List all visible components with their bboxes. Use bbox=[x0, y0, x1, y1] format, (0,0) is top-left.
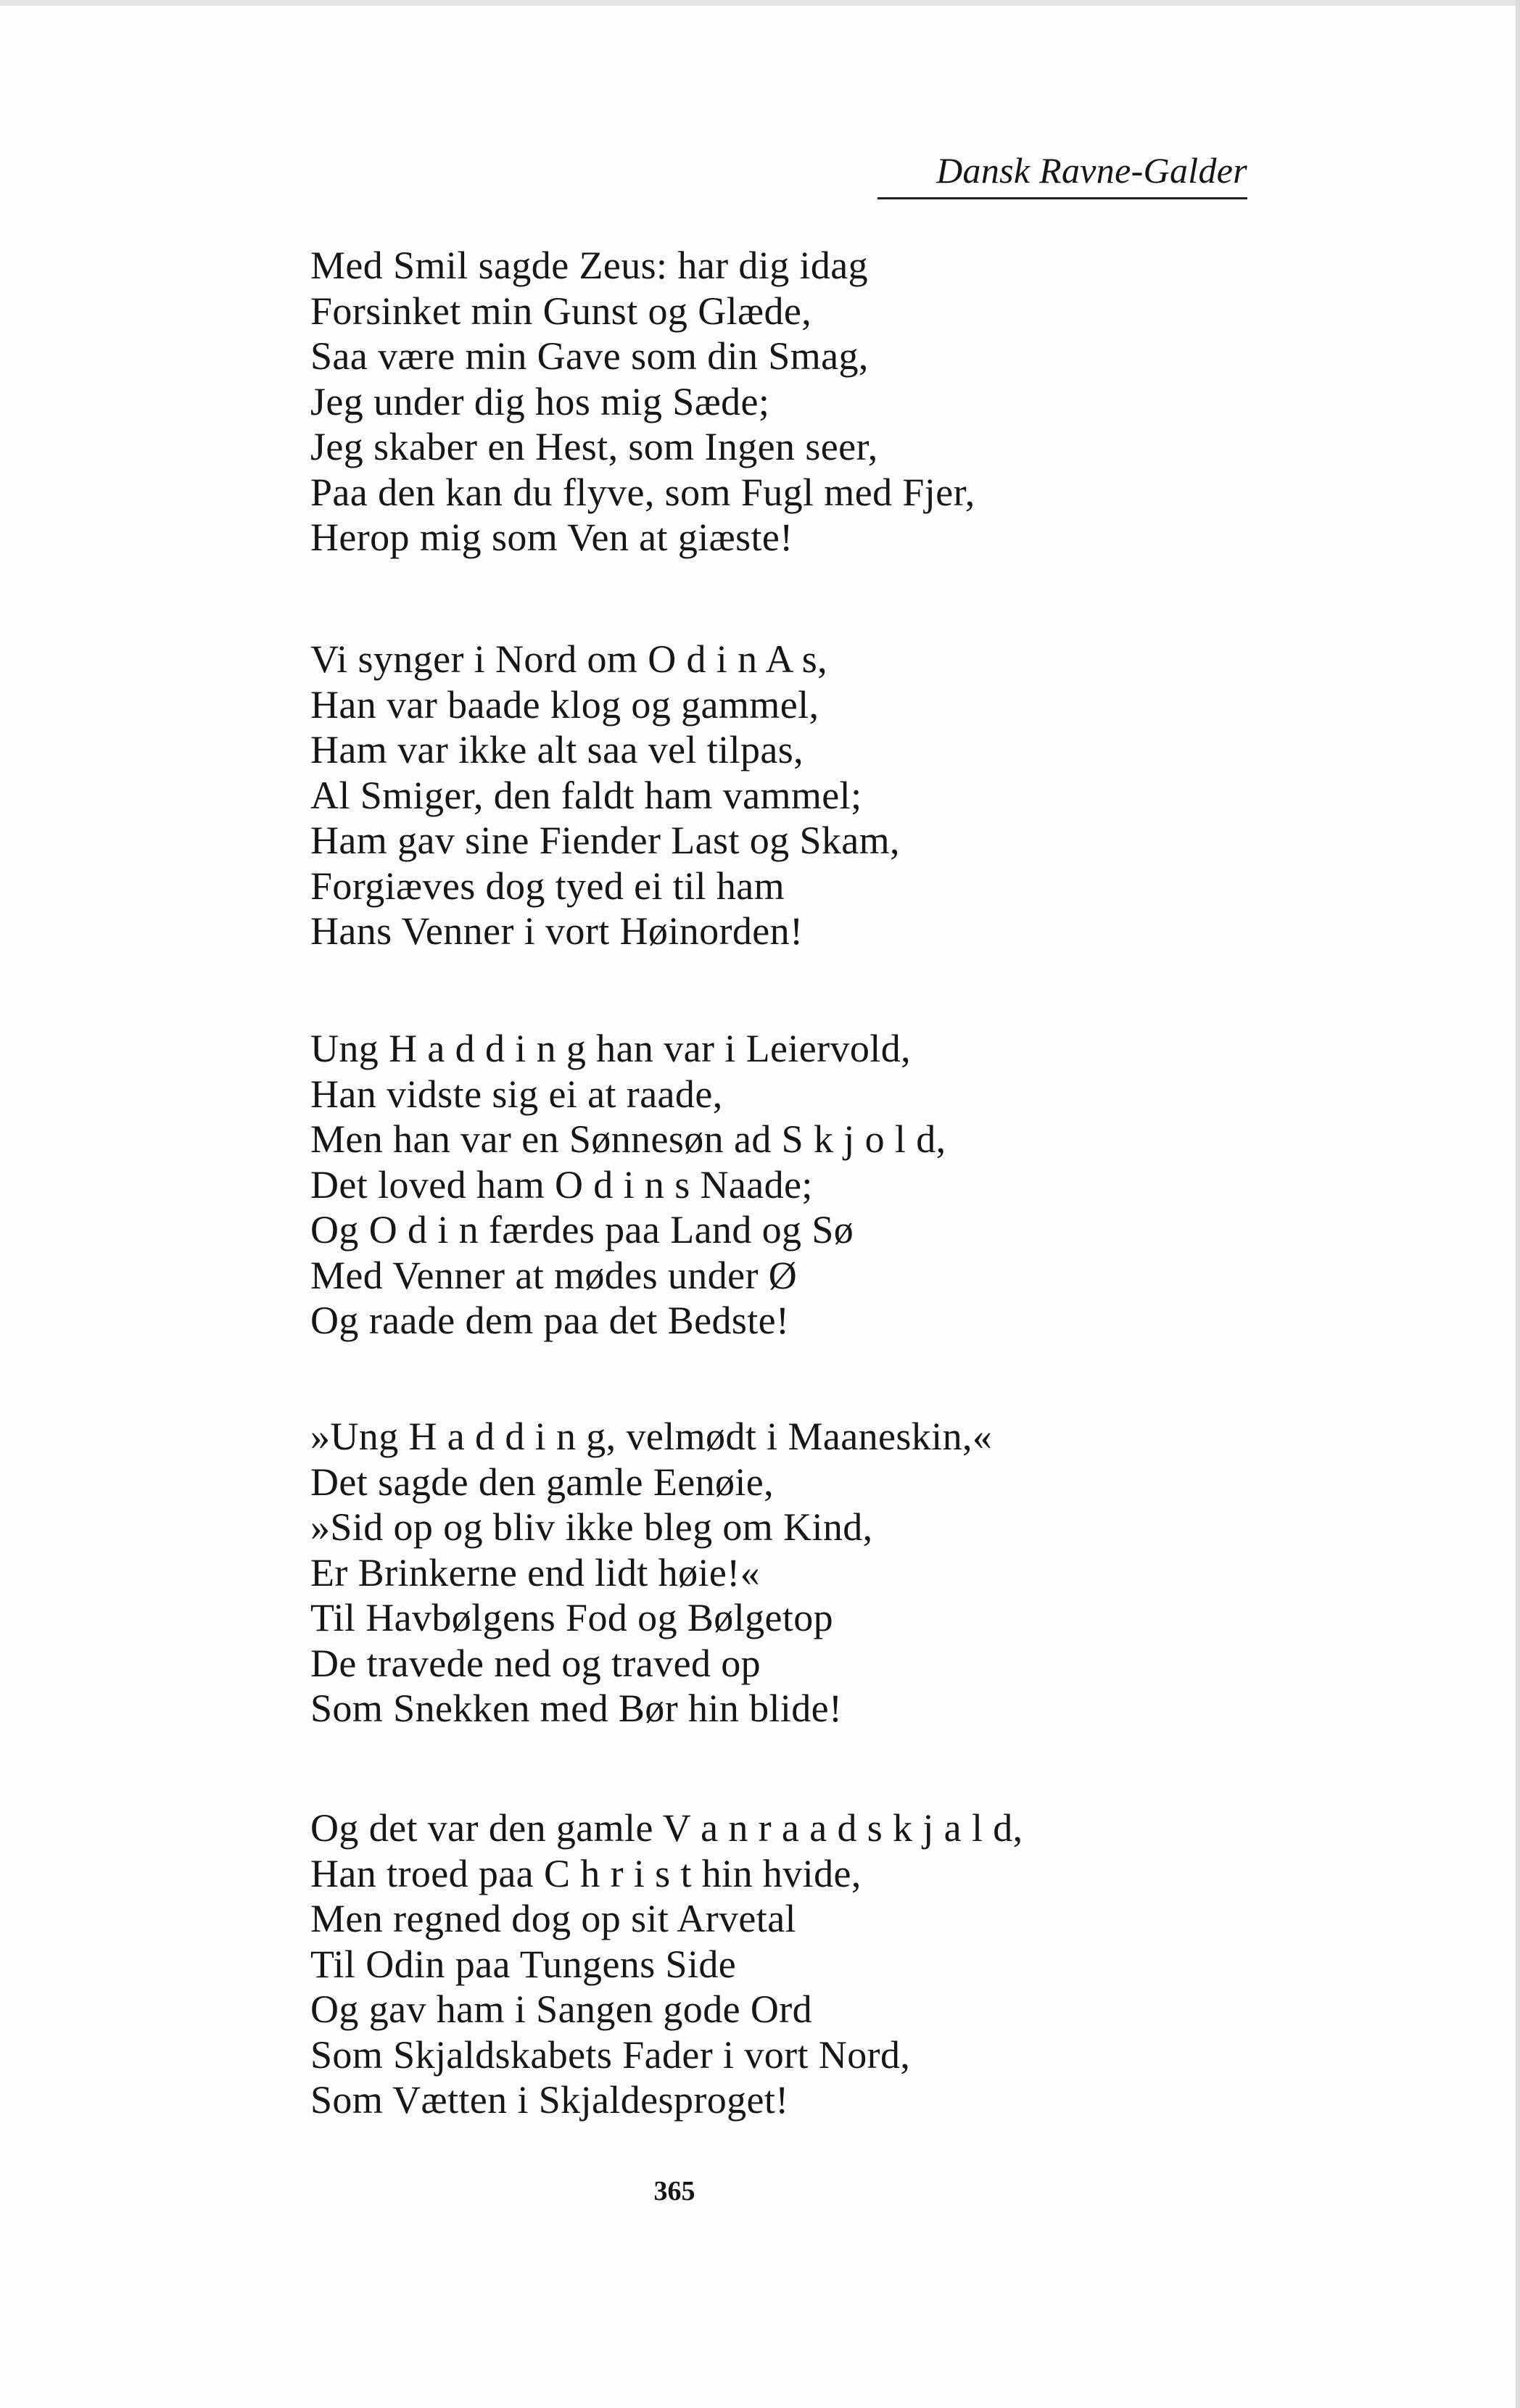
stanza-5 bbox=[310, 1805, 1253, 2123]
verse-line: Forsinket min Gunst og Glæde, bbox=[310, 289, 812, 333]
verse-line: Er Brinkerne end lidt høie!« bbox=[310, 1550, 761, 1594]
stanza-3 bbox=[310, 1026, 1253, 1344]
verse-line: Men han var en Sønnesøn ad S k j o l d, bbox=[310, 1117, 946, 1161]
verse-line: Og det var den gamle V a n r a a d s k j a l d, bbox=[310, 1806, 1023, 1850]
stanza-4 bbox=[310, 1414, 1253, 1731]
verse-line: De travede ned og traved op bbox=[310, 1641, 761, 1685]
verse-line: Saa være min Gave som din Smag, bbox=[310, 334, 869, 378]
verse-line: Det loved ham O d i n s Naade; bbox=[310, 1162, 813, 1207]
verse-line: Ung H a d d i n g han var i Leiervold, bbox=[310, 1027, 911, 1070]
page-top-edge bbox=[0, 0, 1520, 6]
verse-line: Og gav ham i Sangen gode Ord bbox=[310, 1987, 813, 2031]
verse-line: Med Smil sagde Zeus: har dig idag bbox=[310, 244, 869, 287]
verse-line: Det sagde den gamle Eenøie, bbox=[310, 1460, 775, 1504]
verse-line: Med Venner at mødes under Ø bbox=[310, 1253, 798, 1297]
stanza-2 bbox=[310, 637, 1253, 954]
verse-line: Han troed paa C h r i s t hin hvide, bbox=[310, 1851, 862, 1895]
page-number: 365 bbox=[653, 2176, 695, 2206]
header-rule bbox=[877, 197, 1247, 199]
verse-line: Jeg skaber en Hest, som Ingen seer, bbox=[310, 425, 878, 468]
verse-line: Til Odin paa Tungens Side bbox=[310, 1942, 737, 1986]
verse-line: Vi synger i Nord om O d i n A s, bbox=[310, 637, 828, 681]
stanza-1 bbox=[310, 243, 1253, 560]
verse-line: Ham var ikke alt saa vel tilpas, bbox=[310, 728, 804, 771]
verse-line: Til Havbølgens Fod og Bølgetop bbox=[310, 1596, 834, 1639]
verse-line: Som Skjaldskabets Fader i vort Nord, bbox=[310, 2032, 911, 2077]
verse-line: Og O d i n færdes paa Land og Sø bbox=[310, 1208, 854, 1251]
page-right-edge bbox=[1516, 0, 1520, 2408]
verse-line: Jeg under dig hos mig Sæde; bbox=[310, 379, 770, 423]
verse-line: Men regned dog op sit Arvetal bbox=[310, 1897, 796, 1940]
verse-line: »Sid op og bliv ikke bleg om Kind, bbox=[310, 1505, 873, 1549]
verse-line: Herop mig som Ven at giæste! bbox=[310, 516, 793, 559]
verse-line: Hans Venner i vort Høinorden! bbox=[310, 909, 804, 953]
verse-line: Al Smiger, den faldt ham vammel; bbox=[310, 773, 862, 817]
verse-line: Han var baade klog og gammel, bbox=[310, 682, 819, 727]
verse-line: Forgiæves dog tyed ei til ham bbox=[310, 864, 785, 908]
verse-line: Som Vætten i Skjaldesproget! bbox=[310, 2078, 789, 2122]
running-title: Dansk Ravne-Galder bbox=[936, 150, 1247, 191]
verse-line: Han vidste sig ei at raade, bbox=[310, 1072, 723, 1116]
verse-line: Og raade dem paa det Bedste! bbox=[310, 1299, 790, 1342]
verse-line: Ham gav sine Fiender Last og Skam, bbox=[310, 819, 900, 862]
verse-line: Paa den kan du flyve, som Fugl med Fjer, bbox=[310, 470, 975, 514]
verse-line: Som Snekken med Bør hin blide! bbox=[310, 1687, 843, 1730]
verse-line: »Ung H a d d i n g, velmødt i Maaneskin,« bbox=[310, 1415, 993, 1458]
